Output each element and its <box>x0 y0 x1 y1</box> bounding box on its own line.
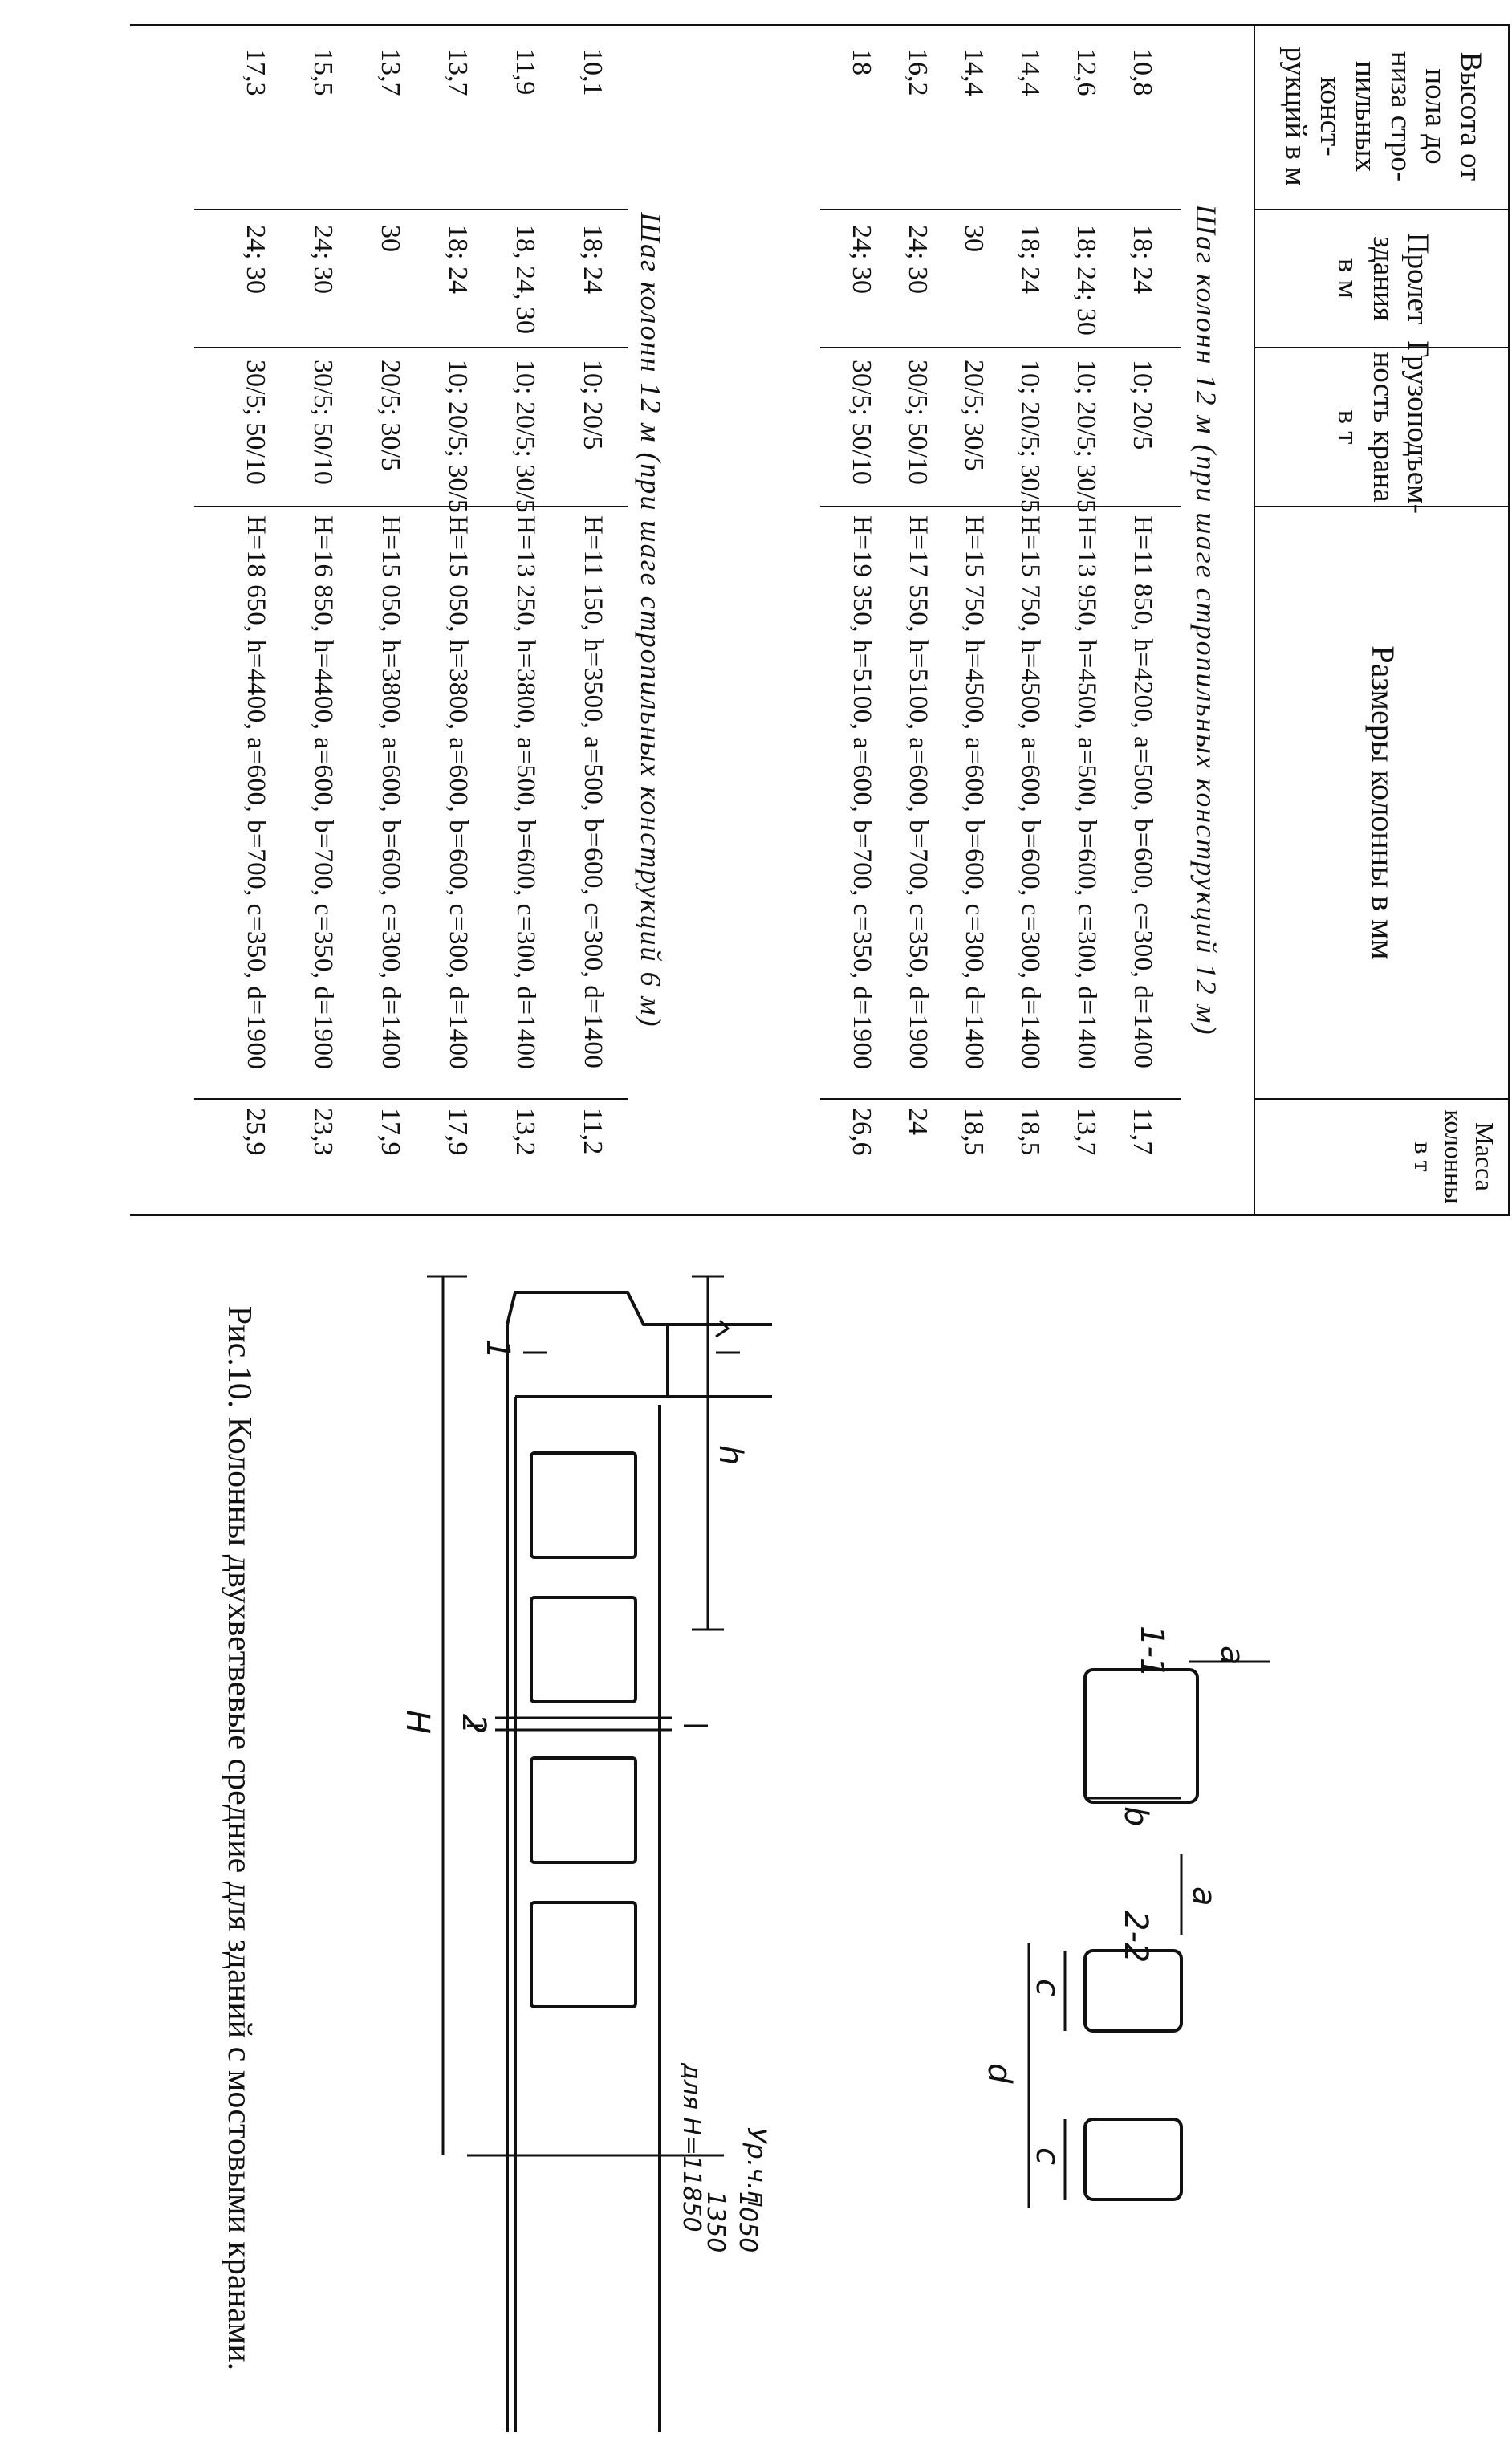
section-1-sep-4 <box>820 1098 1181 1100</box>
dim-a-label-2: a <box>1185 1886 1222 1907</box>
section-2-row-1-dims: H=11 150, h=3500, a=500, b=600, c=300, d=1400 <box>579 515 608 1069</box>
dim-h-label: h <box>712 1445 749 1466</box>
section-1-row-2-mass: 13,7 <box>1071 1108 1101 1156</box>
section-1-row-5-span: 24; 30 <box>903 225 933 294</box>
section-1-row-5-dims: H=17 550, h=5100, a=600, b=700, c=350, d=1900 <box>904 515 933 1070</box>
section-2-row-3-mass: 17,9 <box>443 1108 473 1156</box>
section-2-row-2-mass: 13,2 <box>510 1108 540 1156</box>
section-2-row-4-span: 30 <box>376 225 405 252</box>
section-2-row-6-height: 17,3 <box>241 48 270 96</box>
section-1-row-3-span: 18; 24 <box>1015 225 1045 294</box>
section-1-sep-2 <box>820 347 1181 348</box>
header-capacity <box>1255 340 1510 514</box>
section-1-row-3-dims: H=15 750, h=4500, a=600, b=600, c=300, d=1400 <box>1016 515 1045 1070</box>
section-2-title: Шаг колонн 12 м (при шаге стропильных конструкций 6 м) <box>635 212 667 1028</box>
section-2-row-4-dims: H=15 050, h=3800, a=600, b=600, c=300, d=1400 <box>376 515 405 1070</box>
section-1-row-3-height: 14,4 <box>1015 48 1045 96</box>
section-1-row-4-mass: 18,5 <box>959 1108 989 1156</box>
mark-2-label: 2 <box>455 1714 492 1735</box>
section-2-row-3-height: 13,7 <box>443 48 473 96</box>
section-2-row-1-capacity: 10; 20/5 <box>578 360 608 450</box>
section-2-row-2-dims: H=13 250, h=3800, a=500, b=600, c=300, d=1400 <box>511 515 540 1070</box>
floor-level-label: Ур.ч.п <box>742 2127 772 2208</box>
section-1-row-1-height: 10,8 <box>1128 48 1157 96</box>
section-2-row-5-mass: 23,3 <box>308 1108 338 1156</box>
section-1-row-1-capacity: 10; 20/5 <box>1128 360 1157 450</box>
section-2-row-4-mass: 17,9 <box>376 1108 405 1156</box>
section-2-row-1-mass: 11,2 <box>578 1108 608 1155</box>
header-span-text: Пролет здания в м <box>1331 232 1435 325</box>
columns-table <box>130 24 1510 1216</box>
column-console <box>507 1292 668 1397</box>
figure-caption: Рис.10. Колонны двухветвевые средние для зданий с мостовыми кранами. <box>221 1305 258 2371</box>
section-2-2-branch-2 <box>1085 2119 1181 2200</box>
section-1-row-6-mass: 26,6 <box>847 1108 876 1156</box>
column-break-lower <box>495 1718 672 1730</box>
section-2-row-5-capacity: 30/5; 50/10 <box>308 360 338 485</box>
opening-1 <box>531 1453 636 1557</box>
header-mass <box>1255 1100 1510 1214</box>
section-2-row-6-capacity: 30/5; 50/10 <box>241 360 270 485</box>
section-2-sep-4 <box>194 1098 628 1100</box>
header-span <box>1255 210 1510 347</box>
section-1-row-6-dims: H=19 350, h=5100, a=600, b=700, c=350, d=1900 <box>847 515 876 1070</box>
section-1-row-5-height: 16,2 <box>903 48 933 96</box>
section-2-row-1-span: 18; 24 <box>578 225 608 294</box>
section-1-row-1-mass: 11,7 <box>1128 1108 1157 1155</box>
mark-1-label: 1 <box>479 1339 516 1360</box>
header-dimensions-text: Размеры колонны в мм <box>1364 645 1401 960</box>
section-1-row-3-capacity: 10; 20/5; 30/5 <box>1015 360 1045 513</box>
section-2-row-3-capacity: 10; 20/5; 30/5 <box>443 360 473 513</box>
section-2-row-6-span: 24; 30 <box>241 225 270 294</box>
dim-c-label-1: c <box>1029 1979 1066 1996</box>
section-1-row-6-span: 24; 30 <box>847 225 876 294</box>
section-2-row-2-height: 11,9 <box>510 48 540 96</box>
section-1-row-4-capacity: 20/5; 30/5 <box>959 360 989 471</box>
header-mass-text: Масса колонны в т <box>1409 1109 1499 1204</box>
section-1-row-5-mass: 24 <box>903 1108 933 1135</box>
section-2-row-5-dims: H=16 850, h=4400, a=600, b=700, c=350, d=1900 <box>309 515 338 1070</box>
section-1-row-2-height: 12,6 <box>1071 48 1101 96</box>
section-1-row-6-height: 18 <box>847 48 876 75</box>
section-2-row-6-mass: 25,9 <box>241 1108 270 1156</box>
section-2-row-6-dims: H=18 650, h=4400, a=600, b=700, c=350, d=1900 <box>242 515 270 1070</box>
dim-1050-label: 1050 <box>734 2191 762 2253</box>
dim-d-label: d <box>981 2063 1018 2084</box>
header-height-text: Высота от пола до низа стро- пильных конст- рукций в м <box>1278 47 1487 186</box>
opening-4 <box>531 1902 636 2007</box>
section-1-row-2-capacity: 10; 20/5; 30/5 <box>1071 360 1101 513</box>
section-2-2-label: 2-2 <box>1117 1911 1154 1963</box>
section-2-row-3-dims: H=15 050, h=3800, a=600, b=600, c=300, d=1400 <box>444 515 473 1070</box>
section-1-row-4-dims: H=15 750, h=4500, a=600, b=600, c=300, d=1400 <box>960 515 989 1070</box>
section-1-title: Шаг колонн 12 м (при шаге стропильных конструкций 12 м) <box>1190 204 1222 1036</box>
section-2-row-1-height: 10,1 <box>578 48 608 96</box>
column-upper-part <box>668 1325 772 1397</box>
rotated-figure <box>2 24 1510 2432</box>
section-1-row-4-span: 30 <box>959 225 989 252</box>
header-dimensions <box>1255 507 1510 1098</box>
section-1-row-3-mass: 18,5 <box>1015 1108 1045 1156</box>
dim-H-label: H <box>399 1710 436 1735</box>
section-2-row-4-height: 13,7 <box>376 48 405 96</box>
section-2-sep-1 <box>194 209 628 210</box>
section-1-row-1-dims: H=11 850, h=4200, a=500, b=600, c=300, d=1400 <box>1128 515 1157 1069</box>
section-2-row-2-span: 18, 24, 30 <box>510 225 540 334</box>
section-2-sep-3 <box>194 506 628 507</box>
section-1-1-shape <box>1085 1670 1197 1802</box>
section-1-row-1-span: 18; 24 <box>1128 225 1157 294</box>
section-1-sep-3 <box>820 506 1181 507</box>
section-2-row-5-height: 15,5 <box>308 48 338 96</box>
dim-a-label-1: a <box>1213 1646 1250 1666</box>
section-2-row-3-span: 18; 24 <box>443 225 473 294</box>
section-1-row-4-height: 14,4 <box>959 48 989 96</box>
section-2-row-2-capacity: 10; 20/5; 30/5 <box>510 360 540 513</box>
header-capacity-text: Грузоподъем- ность крана в т <box>1331 340 1435 514</box>
opening-2 <box>531 1597 636 1702</box>
table-right-border <box>130 1214 1510 1216</box>
section-1-row-5-capacity: 30/5; 50/10 <box>903 360 933 485</box>
opening-3 <box>531 1758 636 1862</box>
section-1-1-label: 1-1 <box>1133 1626 1170 1679</box>
section-1-row-6-capacity: 30/5; 50/10 <box>847 360 876 485</box>
header-height <box>1255 24 1510 209</box>
section-1-row-2-dims: H=13 950, h=4500, a=500, b=600, c=300, d=1400 <box>1072 515 1101 1070</box>
section-1-sep-1 <box>820 209 1181 210</box>
dim-b-label: b <box>1117 1806 1154 1827</box>
section-2-row-4-capacity: 20/5; 30/5 <box>376 360 405 471</box>
section-2-row-5-span: 24; 30 <box>308 225 338 294</box>
note-H-label: для H=11850 <box>677 2063 705 2232</box>
section-1-row-2-span: 18; 24; 30 <box>1071 225 1101 336</box>
section-2-sep-2 <box>194 347 628 348</box>
dim-c-label-2: c <box>1029 2147 1066 2165</box>
column-drawing-svg <box>258 1244 1510 2432</box>
dim-1350-label: 1350 <box>701 2191 730 2253</box>
